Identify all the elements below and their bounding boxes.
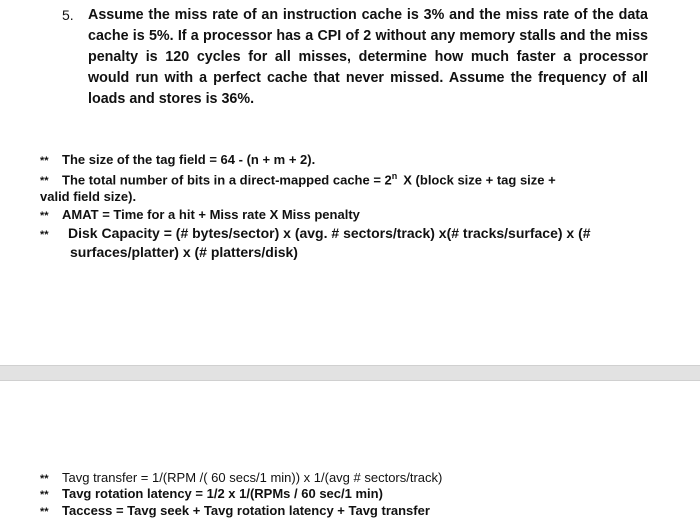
note-bullet: ** [40,473,49,485]
note-bullet: ** [40,506,49,518]
note-disk-capacity-continuation: surfaces/platter) x (# platters/disk) [70,244,298,260]
note-cache-bits-superscript: n [391,171,398,181]
question-number: 5. [62,7,74,23]
note-amat [40,207,360,222]
note-tag-field [40,152,315,167]
note-tavg-rotation-text: Tavg rotation latency = 1/2 x 1/(RPMs / 60 sec/1 min) [62,486,383,501]
note-taccess-text: Taccess = Tavg seek + Tavg rotation latency + Tavg transfer [62,503,430,518]
note-bullet: ** [40,229,49,241]
note-tavg-rotation [40,486,383,501]
note-cache-bits [40,171,556,187]
note-bullet: ** [40,210,49,222]
note-tavg-transfer-text: Tavg transfer = 1/(RPM /( 60 secs/1 min)) x 1/(avg # sectors/track) [62,470,443,485]
note-tag-field-text: The size of the tag field = 64 - (n + m + 2). [62,152,316,167]
question-text: Assume the miss rate of an instruction cache is 3% and the miss rate of the data cache is 5%. If a processor has a CPI of 2 without any memory stalls and the miss penalty is 120 cycles for all misses, determine how much faster a processor would run with a perfect cache that never missed. Assume the frequency of all loads and stores is 36%. [88,7,648,107]
note-taccess [40,503,430,518]
note-tavg-transfer [40,470,442,485]
note-cache-bits-text-2: X (block size + tag size + [403,172,556,188]
note-bullet: ** [40,489,49,501]
note-amat-text: AMAT = Time for a hit + Miss rate X Miss penalty [62,207,360,222]
note-cache-bits-text-1: The total number of bits in a direct-mapped cache = 2 [62,172,392,188]
page-divider [0,365,700,381]
note-bullet: ** [40,155,49,167]
note-bullet: ** [40,175,49,188]
note-disk-capacity [40,225,591,241]
note-disk-capacity-text: Disk Capacity = (# bytes/sector) x (avg. # sectors/track) x(# tracks/surface) x (# [68,225,591,241]
note-cache-bits-continuation: valid field size). [40,189,137,204]
